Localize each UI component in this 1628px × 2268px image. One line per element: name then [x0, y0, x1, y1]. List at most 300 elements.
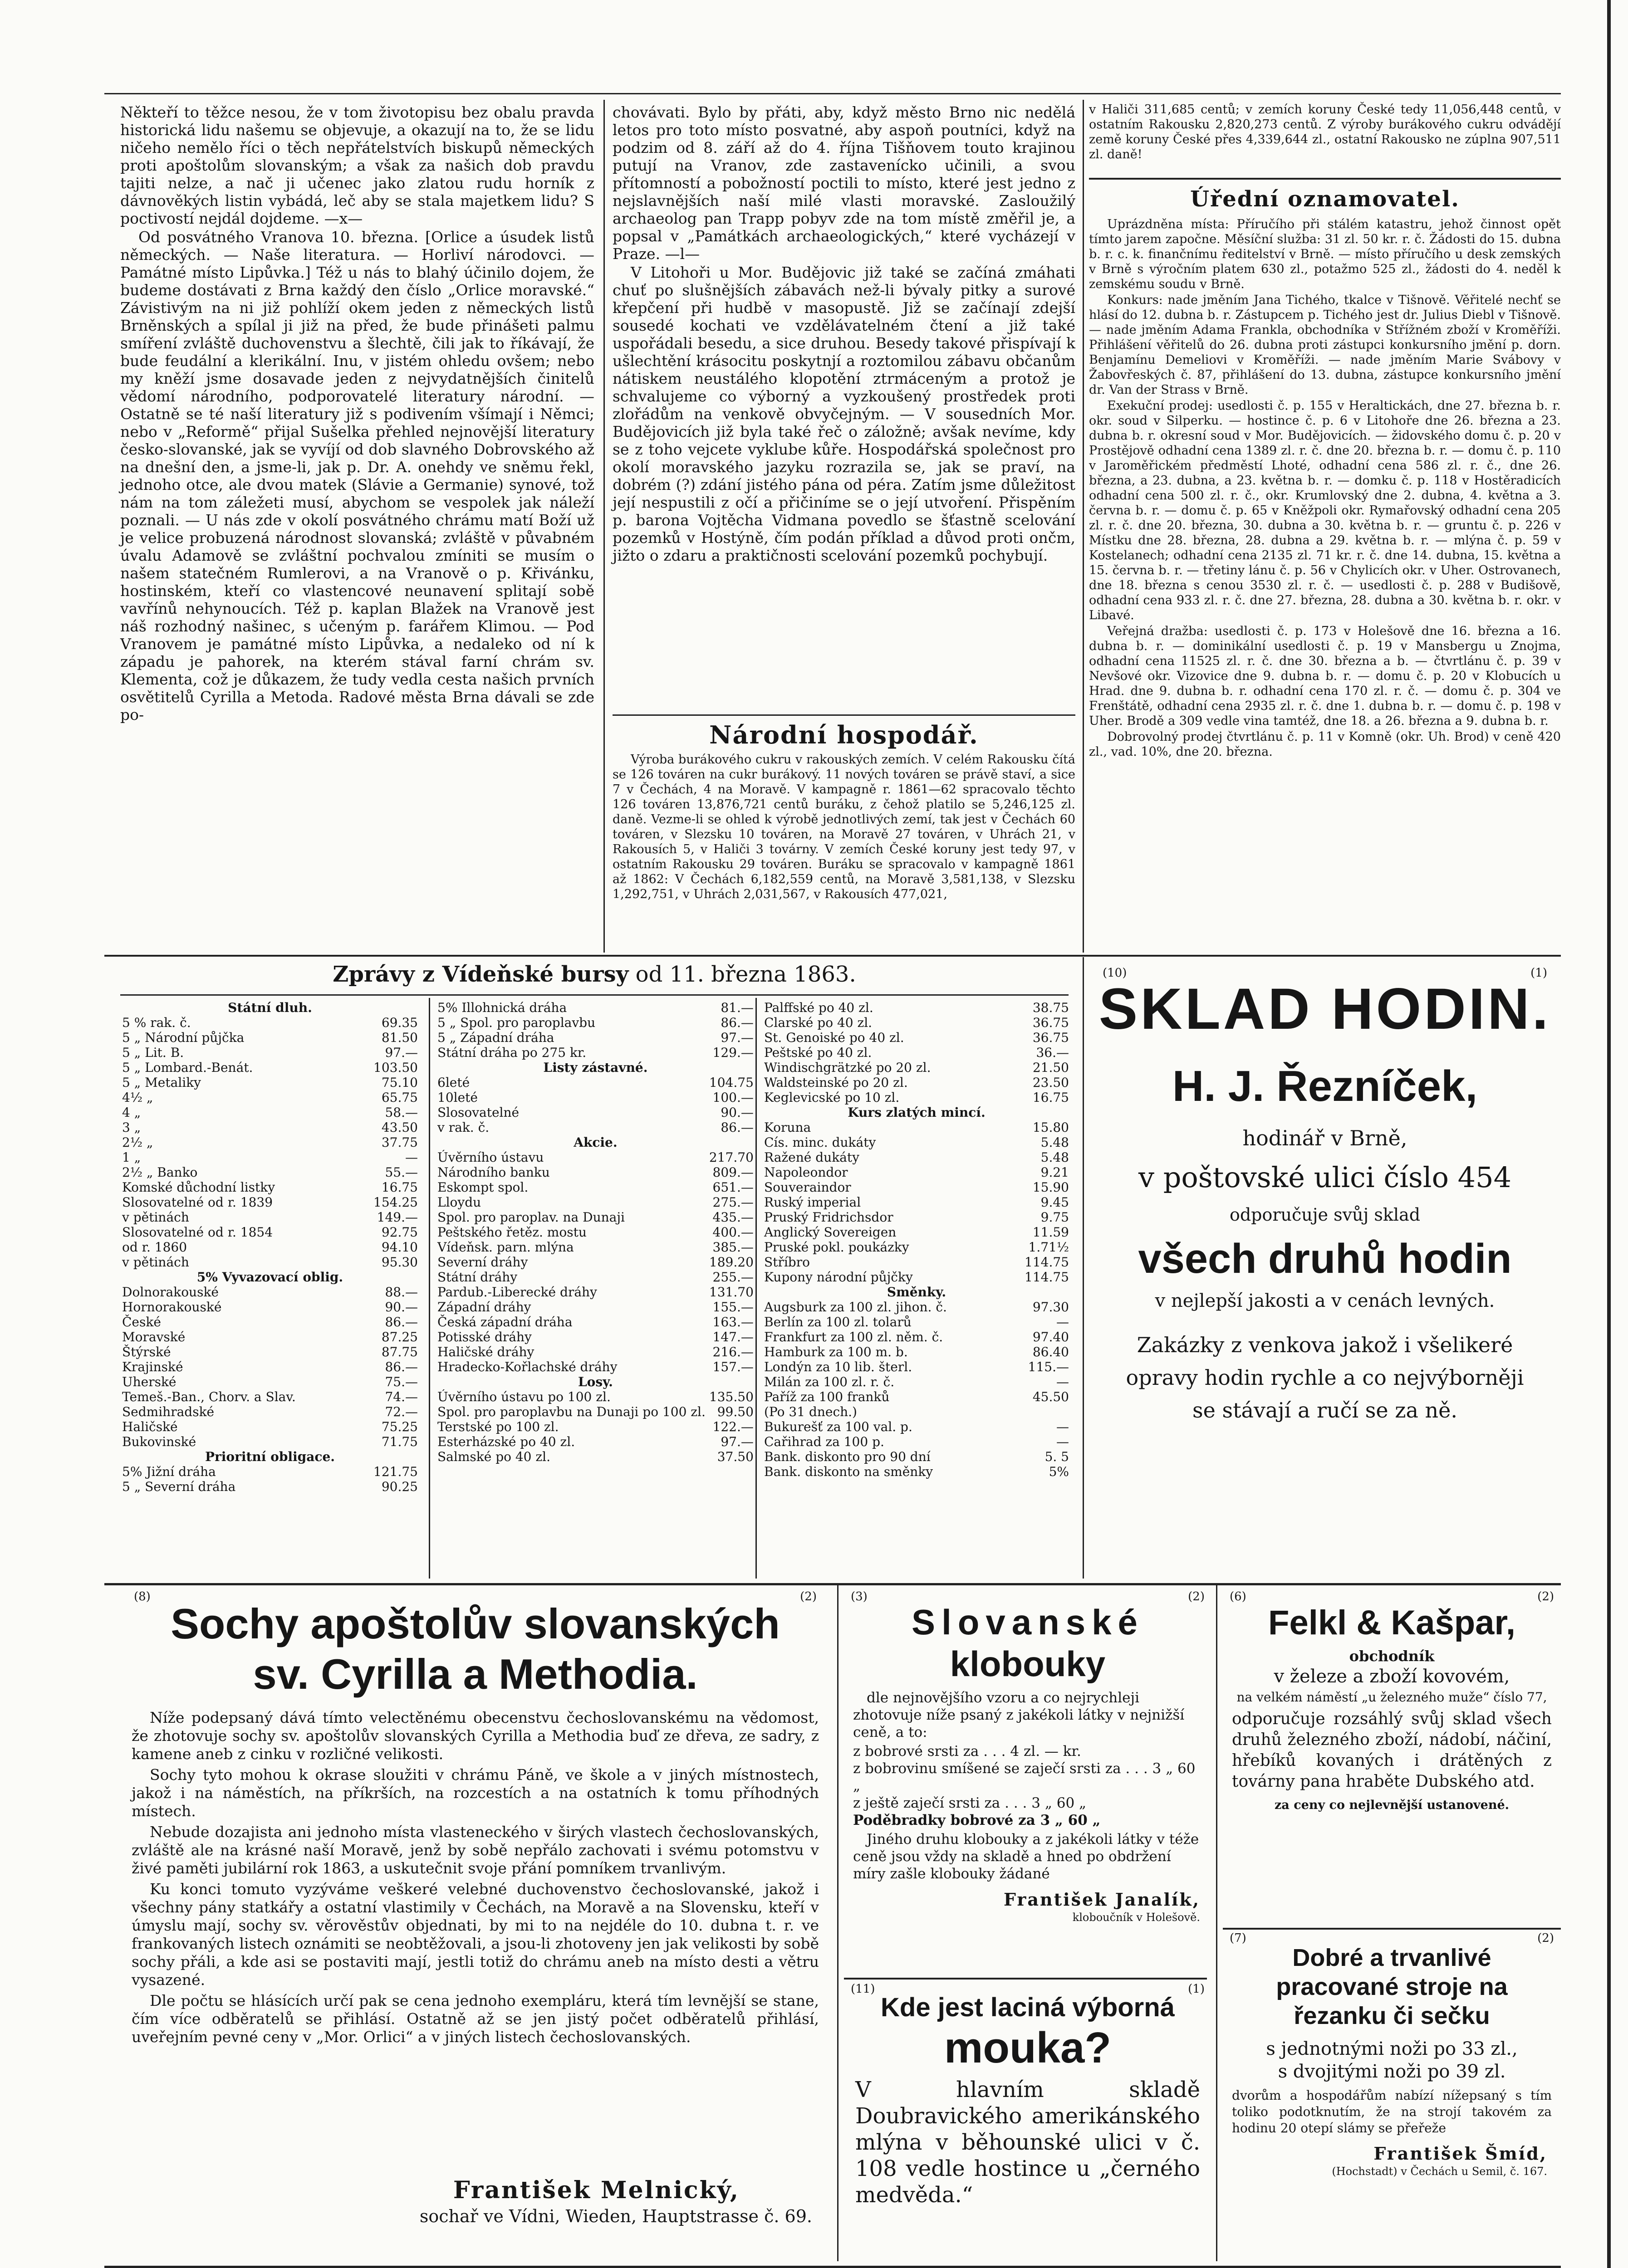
bursa-label: Uherské [122, 1374, 177, 1389]
bursa-row [762, 1090, 1071, 1105]
bursa-row [436, 1374, 755, 1389]
bursa-value: 135.50 [709, 1389, 754, 1404]
bursa-row [762, 1285, 1071, 1300]
ad-sochy-apostolu [120, 1590, 830, 2261]
bursa-label: 5 „ Národní půjčka [122, 1030, 245, 1045]
bursa-value: 385.— [712, 1240, 754, 1255]
ad-number: (6) [1230, 1590, 1246, 1603]
bursa-label: Hornorakouské [122, 1300, 222, 1315]
bursa-row [762, 1120, 1071, 1135]
bursa-section-heading: Prioritní obligace. [205, 1449, 335, 1464]
bursa-value: 104.75 [709, 1075, 754, 1090]
bursa-row [762, 1225, 1071, 1240]
ad-line: dvorům a hospodářům nabízí nížepsaný s tím toliko podotknutím, že na strojí takovém za hodinu 20 otepí slámy se přeřeže [1232, 2088, 1552, 2136]
bursa-label: Sedmihradské [122, 1404, 215, 1419]
notice-konkurs: Konkurs: nade jměním Jana Tichého, tkalce v Tišnově. Věřitelé nechť se hlásí do 12. dubna b. r. Zástupcem p. Tichého jest dr. Julius Diebl v Tišnově. — nade jměním Adama Frankla, obchodníka v Střížném zboží v Kroměříži. Přihlášení věřitelů do 26. dubna proti zástupci konkursního jmění p. dorn. Benjamínu Demeliovi v Kroměříži. — nade jměním Marie Svábovy v Žabovřeských č. 87, přihlášení do 13. dubna, zástupce konkursního jmění dr. Van der Strass v Brně. [1089, 293, 1561, 397]
bursa-value: 86.40 [1032, 1344, 1069, 1359]
bursa-value: 36.75 [1032, 1015, 1069, 1030]
ad-price-row: Poděbradky bobrové za 3 „ 60 „ [853, 1812, 1101, 1828]
bursa-value: — [405, 1150, 418, 1165]
bursa-row [120, 1225, 420, 1240]
bursa-label: Slosovatelné [437, 1105, 520, 1120]
bursa-label: Palffské po 40 zl. [764, 1000, 873, 1015]
bursa-value: 121.75 [373, 1464, 418, 1479]
bursa-row [436, 1300, 755, 1315]
ad-address: (Hochstadt) v Čechách u Semil, č. 167. [1332, 2165, 1547, 2178]
bursa-value: 90.— [721, 1105, 754, 1120]
ad-number: (1) [1188, 1982, 1205, 1996]
bursa-row [436, 1165, 755, 1180]
bursa-label: Úvěrního ústavu [437, 1150, 544, 1165]
bursa-row [120, 1240, 420, 1255]
bursa-value: 122.— [712, 1419, 754, 1434]
bursa-label: Clarské po 40 zl. [764, 1015, 873, 1030]
bursa-label: 5 „ Spol. pro paroplavbu [437, 1015, 596, 1030]
bursa-label: Státní dráhy [437, 1270, 518, 1285]
bursa-row [120, 1419, 420, 1434]
bursa-label: Paříž za 100 franků [764, 1389, 890, 1404]
bursa-row [120, 1210, 420, 1225]
bursa-row [436, 1389, 755, 1404]
bursa-label: Spol. pro paroplavbu na Dunaji po 100 zl. [437, 1404, 706, 1419]
bursa-row [762, 1075, 1071, 1090]
bursa-label: Spol. pro paroplav. na Dunaji [437, 1210, 625, 1225]
bursa-row [436, 1075, 755, 1090]
bursa-row [120, 1135, 420, 1150]
bursa-section-heading: Listy zástavné. [543, 1060, 648, 1075]
bursa-value: 86.— [721, 1120, 754, 1135]
bursa-row [762, 1180, 1071, 1195]
bursa-row [762, 1464, 1071, 1479]
bursa-label: 5% Illohnická dráha [437, 1000, 567, 1015]
ad-address: sochař ve Vídni, Wieden, Hauptstrasse č. 69. [419, 2206, 812, 2226]
bursa-label: Národního banku [437, 1165, 550, 1180]
bursa-row [436, 1434, 755, 1449]
bursa-value: 75.25 [381, 1419, 418, 1434]
bursa-label: Terstské po 100 zl. [437, 1419, 559, 1434]
bursa-value: 15.80 [1032, 1120, 1069, 1135]
bursa-value: 87.75 [381, 1344, 418, 1359]
bursa-value: 115.— [1028, 1359, 1069, 1374]
bursa-label: Cís. minc. dukáty [764, 1135, 876, 1150]
bursa-label: Severní dráhy [437, 1255, 528, 1270]
bursa-value: 97.— [721, 1030, 754, 1045]
bursa-table-2 [436, 1000, 754, 1576]
column-divider [1083, 957, 1084, 1579]
section-rule [1089, 178, 1561, 180]
bursa-label: 6leté [437, 1075, 470, 1090]
bursa-label: Haličské [122, 1419, 178, 1434]
bursa-row [120, 1434, 420, 1449]
bursa-row [120, 1285, 420, 1300]
bursa-row [762, 1330, 1071, 1344]
bursa-value: 255.— [712, 1270, 754, 1285]
ad-paragraph: Ku konci tomuto vyzýváme veškeré velebné duchovenstvo čechoslovanské, jakož i všechny pány statkářy a ostatní vlastimily v Čechách, na Moravě a na Slovensku, kteří v úmyslu mají, sochy sv. věrověstův objednati, by mi to na nejdéle do 10. dubna t. r. ve frankovaných listech oznámiti se neobtěžovali, a jsou-li zhotoveny jen jak velikosti by sobě sochy přáli, a kde asi se postaviti mají, jestli totiž do chrámu aneb na místo desti a větru vysazené. [132, 1880, 819, 1989]
article-column-2 [613, 103, 1075, 709]
bursa-row [120, 1270, 420, 1285]
bursa-label: 4½ „ [122, 1090, 153, 1105]
bursa-row [436, 1359, 755, 1374]
ad-line: všech druhů hodin [1138, 1236, 1512, 1282]
bursa-value: 11.59 [1032, 1225, 1069, 1240]
ad-title: sv. Cyrilla a Methodia. [253, 1650, 698, 1698]
bursa-value: 55.— [385, 1165, 418, 1180]
bursa-value: 95.30 [381, 1255, 418, 1270]
bursa-row [762, 1344, 1071, 1359]
ad-title: Slovanské [912, 1602, 1144, 1642]
ad-number: (8) [134, 1590, 151, 1603]
bursa-value: 45.50 [1032, 1389, 1069, 1404]
bursa-row [762, 1389, 1071, 1404]
ad-slovanske-klobouky [844, 1590, 1211, 1975]
bursa-rates-table [436, 1000, 755, 1464]
ad-line: v železe a zboží kovovém, [1274, 1666, 1510, 1687]
bursa-value: 147.— [712, 1330, 754, 1344]
bursa-title: Zprávy z Vídeňské bursy [333, 962, 629, 987]
bursa-row [120, 1404, 420, 1419]
bursa-date: od 11. března 1863. [635, 962, 856, 987]
bursa-value: 86.— [385, 1315, 418, 1330]
bursa-value: 21.50 [1032, 1060, 1069, 1075]
section-rule [104, 955, 1561, 957]
section-rule [104, 2266, 1561, 2268]
ad-mouka [844, 1982, 1211, 2261]
bursa-value: 86.— [385, 1359, 418, 1374]
bursa-row [120, 1479, 420, 1494]
ad-number: (2) [1537, 1931, 1554, 1945]
bursa-row [120, 1000, 420, 1015]
ad-felkl-kaspar [1223, 1590, 1561, 1923]
ad-line: obchodník [1349, 1647, 1435, 1665]
notice-vacancies: Uprázdněna místa: Příručího při stálém katastru, jehož činnost opět tímto jarem započne. Měsíční služba: 31 zl. 50 kr. r. č. Žádosti do 15. dubna b. r. c. k. finančnímu ředitelství v Brně. — místo příručího u desk zemských v Brně s výročním platem 630 zl., potažmo 525 zl., žádosti do 4. neděl k zemskému soudu v Brně. [1089, 217, 1561, 291]
bursa-value: 9.45 [1040, 1195, 1069, 1210]
bursa-label: Anglický Sovereigen [764, 1225, 897, 1240]
bursa-value: 216.— [712, 1344, 754, 1359]
bursa-label: Hamburk za 100 m. b. [764, 1344, 908, 1359]
bursa-value: 435.— [712, 1210, 754, 1225]
bursa-value: 5% [1049, 1464, 1069, 1479]
bursa-label: Pardub.-Liberecké dráhy [437, 1285, 597, 1300]
ad-firm: H. J. Řezníček, [1172, 1062, 1478, 1110]
ad-line: za ceny co nejlevnější ustanovené. [1274, 1798, 1510, 1812]
article-narodni-hospodar [613, 752, 1075, 947]
bursa-row [120, 1060, 420, 1075]
ad-title: SKLAD HODIN. [1098, 977, 1551, 1041]
bursa-value: 131.70 [709, 1285, 754, 1300]
bursa-section-heading: 5% Vyvazovací oblig. [196, 1270, 343, 1285]
bursa-label: Stříbro [764, 1255, 810, 1270]
bursa-label: Bukovinské [122, 1434, 196, 1449]
bursa-row [436, 1210, 755, 1225]
bursa-label: 3 „ [122, 1120, 141, 1135]
bursa-row [762, 1315, 1071, 1330]
bursa-heading [120, 961, 1069, 988]
bursa-label: Souveraindor [764, 1180, 851, 1195]
bursa-row [436, 1344, 755, 1359]
bursa-value: 157.— [712, 1359, 754, 1374]
bursa-label: Salmské po 40 zl. [437, 1449, 551, 1464]
bursa-label: Napoleondor [764, 1165, 848, 1180]
bursa-label: Pruský Fridrichsdor [764, 1210, 893, 1225]
ad-line: v nejlepší jakosti a v cenách levných. [1155, 1290, 1495, 1311]
bursa-value: 92.75 [381, 1225, 418, 1240]
bursa-row [436, 1449, 755, 1464]
column-divider [603, 100, 605, 953]
bursa-label: Ražené dukáty [764, 1150, 859, 1165]
bursa-table-3 [762, 1000, 1071, 1576]
ad-paragraph: Sochy tyto mohou k okrase sloužiti v chrámu Páně, ve škole a v jiných místnostech, jakož i na náměstích, na příkrších, na rozcestích a na ostatních k tomu příhodných místech. [132, 1766, 819, 1820]
bursa-row [436, 1225, 755, 1240]
ad-price-row: z bobrovinu smíšené se zaječí srsti za . . . 3 „ 60 „ [853, 1760, 1196, 1794]
official-notices [1089, 217, 1561, 947]
bursa-row [436, 1419, 755, 1434]
bursa-label: Ruský imperial [764, 1195, 861, 1210]
ad-rezanka [1223, 1931, 1561, 2261]
bursa-row [762, 1060, 1071, 1075]
bursa-rates-table [120, 1000, 420, 1494]
bursa-value: 5.48 [1040, 1150, 1069, 1165]
bursa-label: St. Genoiské po 40 zl. [764, 1030, 904, 1045]
bursa-value: 16.75 [1032, 1090, 1069, 1105]
ad-line: v poštovské ulici číslo 454 [1138, 1161, 1512, 1194]
bursa-row [120, 1374, 420, 1389]
ad-price-row: z ještě zaječí srsti za . . . 3 „ 60 „ [853, 1795, 1087, 1811]
ad-line: na velkém náměstí „u železného muže“ číslo 77, [1236, 1690, 1547, 1705]
bursa-value: 129.— [712, 1045, 754, 1060]
bursa-label: 5 „ Západní dráha [437, 1030, 554, 1045]
article-column-1 [120, 103, 594, 947]
bursa-value: 149.— [377, 1210, 418, 1225]
bursa-value: 86.— [721, 1015, 754, 1030]
ad-paragraph: Níže podepsaný dává tímto velectěnému obecenstvu čechoslovanskému na vědomost, že zhotovuje sochy sv. apoštolův slovanských Cyrilla a Methodia buď ze dřeva, ze sadry, z kamene aneb z cinku v rozličné velikosti. [132, 1709, 819, 1763]
ad-number: (1) [1530, 966, 1547, 980]
bursa-table-1 [120, 1000, 420, 1576]
bursa-value: 81.50 [381, 1030, 418, 1045]
bursa-label: 5 „ Lit. B. [122, 1045, 184, 1060]
bursa-row [436, 1135, 755, 1150]
bursa-label: Esterházské po 40 zl. [437, 1434, 575, 1449]
bursa-label: Augsburk za 100 zl. jihon. č. [764, 1300, 947, 1315]
article-paragraph: chovávati. Bylo by přáti, aby, když město Brno nic nedělá letos pro toto místo posvatné, aby aspoň poutníci, když na podzim od 8. září až do 4. října Tišňovem touto krajinou putují na Vranov, zde zastavenícko učinili, a svou přítomností a pobožností poctili to místo, které jest jedno z nejslavnějších naší milé vlasti moravské. Zasloužilý archaeolog pan Trapp pobyv zde na tom místě změřil je, a popsal v „Památkách archaeologických,“ které vycházejí v Praze. —l— [613, 103, 1075, 263]
bursa-row [762, 1419, 1071, 1434]
bursa-value: 65.75 [381, 1090, 418, 1105]
bursa-row [120, 1300, 420, 1315]
bursa-row [762, 1374, 1071, 1389]
bursa-row [436, 1195, 755, 1210]
ad-address: kloboučník v Holešově. [1072, 1911, 1200, 1924]
bursa-label: Peštského řetěz. mostu [437, 1225, 587, 1240]
ad-title: klobouky [950, 1644, 1106, 1684]
bursa-value: 100.— [712, 1090, 754, 1105]
bursa-row [762, 1000, 1071, 1015]
bursa-label: Keglevicské po 10 zl. [764, 1090, 900, 1105]
bursa-value: 97.— [385, 1045, 418, 1060]
ad-paragraph: Nebude dozajista ani jednoho místa vlasteneckého v širých vlastech čechoslovanských, zvláště ale na krásné naší Moravě, jenž by sobě nepřálo zachovati i svému potomstvu v živé paměti jubilární rok 1863, a uskutečnit svoje přání pomníkem trvanlivým. [132, 1823, 819, 1877]
column-divider [1083, 100, 1084, 953]
ad-paragraph: Dle počtu se hlásících určí pak se cena jednoho exempláru, která tím levnější se stane, čím více odběratelů se přihlásí. Ostatně až se jen jistý počet odběratelů přihlásí, uveřejním pevné ceny v „Mor. Orlici“ a v jiných listech čechoslovanských. [132, 1992, 819, 2046]
bursa-label: Potisské dráhy [437, 1330, 532, 1344]
bursa-row [120, 1449, 420, 1464]
bursa-label: Státní dráha po 275 kr. [437, 1045, 587, 1060]
bursa-row [436, 1285, 755, 1300]
bursa-row [762, 1449, 1071, 1464]
bursa-row [762, 1030, 1071, 1045]
ad-title: Felkl & Kašpar, [1268, 1603, 1515, 1642]
bursa-value: 154.25 [373, 1195, 418, 1210]
bursa-label: Peštské po 40 zl. [764, 1045, 872, 1060]
bursa-value: 114.75 [1025, 1270, 1069, 1285]
bursa-value: 114.75 [1025, 1255, 1069, 1270]
bursa-value: 400.— [712, 1225, 754, 1240]
column-divider [755, 998, 757, 1579]
ad-line: odporučuje svůj sklad [1229, 1205, 1421, 1225]
bursa-row [120, 1015, 420, 1030]
column-divider [1216, 1585, 1217, 2261]
bursa-section-heading: Státní dluh. [228, 1000, 312, 1015]
bursa-value: 103.50 [373, 1060, 418, 1075]
ad-text: V hlavním skladě Doubravického amerikánského mlýna v běhounské ulici v č. 108 vedle hostince u „černého medvěda.“ [855, 2077, 1200, 2208]
bursa-value: — [1056, 1374, 1069, 1389]
bursa-row [436, 1000, 755, 1015]
bursa-row [120, 1255, 420, 1270]
bursa-row [762, 1270, 1071, 1285]
section-rule [104, 1583, 1561, 1585]
bursa-value: 9.21 [1040, 1165, 1069, 1180]
bursa-row [120, 1045, 420, 1060]
bursa-label: Londýn za 10 lib. šterl. [764, 1359, 912, 1374]
bursa-section-heading: Směnky. [887, 1285, 946, 1300]
bursa-section-heading: Akcie. [574, 1135, 618, 1150]
bursa-row [436, 1270, 755, 1285]
bursa-label: České [122, 1315, 161, 1330]
bursa-label: 5% Jižní dráha [122, 1464, 216, 1479]
bursa-row [436, 1030, 755, 1045]
top-rule [104, 93, 1561, 94]
bursa-row [436, 1045, 755, 1060]
bursa-value: 36.— [1036, 1045, 1069, 1060]
bursa-row [436, 1120, 755, 1135]
bursa-row [762, 1300, 1071, 1315]
bursa-row [120, 1150, 420, 1165]
bursa-row [762, 1255, 1071, 1270]
bursa-label: Windischgrätzké po 20 zl. [764, 1060, 931, 1075]
bursa-value: 163.— [712, 1315, 754, 1330]
bursa-label: Haličské dráhy [437, 1344, 534, 1359]
ad-price-row: z bobrové srsti za . . . 4 zl. — kr. [853, 1743, 1081, 1760]
bursa-row [762, 1240, 1071, 1255]
bursa-row [436, 1404, 755, 1419]
bursa-label: Berlín za 100 zl. tolarů [764, 1315, 912, 1330]
bursa-row [436, 1315, 755, 1330]
ad-number: (3) [851, 1590, 868, 1603]
bursa-row [120, 1464, 420, 1479]
bursa-label: Moravské [122, 1330, 186, 1344]
bursa-row [762, 1135, 1071, 1150]
ad-paragraph: dle nejnovějšího vzoru a co nejrychleji zhotovuje níže psaný z jakékoli látky v nejnižší ceně, a to: [853, 1690, 1185, 1740]
bursa-label: Eskompt spol. [437, 1180, 529, 1195]
section-rule [844, 1978, 1207, 1980]
bursa-row [120, 1165, 420, 1180]
bursa-label: 1 „ [122, 1150, 141, 1165]
ad-body [844, 1685, 1211, 1882]
right-edge-rule [1607, 0, 1611, 2268]
bursa-row [436, 1015, 755, 1030]
bursa-label: od r. 1860 [122, 1240, 187, 1255]
ad-signature: František Janalík, [1004, 1889, 1200, 1910]
bursa-value: 88.— [385, 1285, 418, 1300]
bursa-value: 651.— [712, 1180, 754, 1195]
bursa-value: 81.— [721, 1000, 754, 1015]
bursa-value: 37.50 [717, 1449, 754, 1464]
bursa-row [436, 1105, 755, 1120]
ad-line: hodinář v Brně, [1242, 1126, 1407, 1150]
bursa-value: 87.25 [381, 1330, 418, 1344]
bursa-label: Úvěrního ústavu po 100 zl. [437, 1389, 611, 1404]
bursa-label: Česká západní dráha [437, 1315, 573, 1330]
article-column-3-top [1089, 102, 1561, 163]
bursa-row [762, 1165, 1071, 1180]
ad-line: Zakázky z venkova jakož i všelikeré opravy hodin rychle a co nejvýborněji se stávají a ručí se za ně. [1126, 1333, 1524, 1422]
bursa-row [120, 1389, 420, 1404]
bursa-value: 5.48 [1040, 1135, 1069, 1150]
bursa-row [120, 1195, 420, 1210]
bursa-row [120, 1180, 420, 1195]
bursa-label: Dolnorakouské [122, 1285, 219, 1300]
bursa-value: 72.— [385, 1404, 418, 1419]
ad-title: Sochy apoštolův slovanských [171, 1600, 780, 1647]
bursa-value: 275.— [712, 1195, 754, 1210]
bursa-row [120, 1090, 420, 1105]
bursa-row [120, 1105, 420, 1120]
bursa-row [436, 1330, 755, 1344]
bursa-row [762, 1105, 1071, 1120]
bursa-row [120, 1120, 420, 1135]
bursa-label: Lloydu [437, 1195, 481, 1210]
section-rule [613, 714, 1075, 716]
bursa-value: 74.— [385, 1389, 418, 1404]
bursa-value: 75.— [385, 1374, 418, 1389]
bursa-row [436, 1150, 755, 1165]
bursa-value: 94.10 [381, 1240, 418, 1255]
ad-line: s jednotnými noži po 33 zl., [1266, 2038, 1518, 2059]
bursa-row [762, 1404, 1071, 1419]
ad-body [120, 1709, 830, 2167]
bursa-label: v rak. č. [437, 1120, 490, 1135]
bursa-row [762, 1150, 1071, 1165]
bursa-row [762, 1359, 1071, 1374]
ad-title: mouka? [944, 2024, 1112, 2072]
ad-number: (2) [1537, 1590, 1554, 1603]
bursa-label: Temeš.-Ban., Chorv. a Slav. [122, 1389, 296, 1404]
bursa-row [436, 1060, 755, 1075]
bursa-value: 99.50 [717, 1404, 754, 1419]
bursa-label: 4 „ [122, 1105, 141, 1120]
notice-verejna-drazba: Veřejná dražba: usedlosti č. p. 173 v Holešově dne 16. března a 16. dubna b. r. — dominikální usedlosti č. p. 19 v Mansbergu u Znojma, odhadní cena 11525 zl. r. č. dne 30. března a b. — čtvrtlánu č. p. 39 v Nevšové okr. Vizovice dne 9. dubna b. r. — domu č. p. 20 v Klobucích u Hrad. dne 9. dubna b. r. odhadní cena 170 zl. r. č. — domu č. p. 304 ve Frenštátě, odhadní cena 2935 zl. r. č. dne 1. dubna b. r. — domu č. p. 198 v Uher. Brodě a 309 vedle vina tamtéž, dne 18. a 26. března a 9. dubna b. r. [1089, 624, 1561, 728]
bursa-value: 97.30 [1032, 1300, 1069, 1315]
bursa-value: 16.75 [381, 1180, 418, 1195]
bursa-row [762, 1045, 1071, 1060]
bursa-label: Štýrské [122, 1344, 171, 1359]
ad-number: (7) [1230, 1931, 1246, 1945]
bursa-value: 217.70 [709, 1150, 754, 1165]
bursa-row [436, 1180, 755, 1195]
bursa-value: 58.— [385, 1105, 418, 1120]
article-paragraph: Někteří to těžce nesou, že v tom životopisu bez obalu pravda historická lidu našemu se objevuje, a okazují na to, že se lidu ničeho nemělo říci o těch nepřátelstvích biskupů německých proti apoštolům slovanským; a však za našich dob pravdu tajiti nelze, a nač ji učenec jako zlatou rudu horník z dávnověkých listin vybádá, leč aby se stala majetkem lidu? S poctivostí nejdál dojdeme. —x— [120, 103, 594, 227]
bursa-label: 2½ „ [122, 1135, 153, 1150]
bursa-label: v pětinách [122, 1255, 189, 1270]
article-paragraph: v Haliči 311,685 centů; v zemích koruny České tedy 11,056,448 centů, v ostatním Rakousku 2,820,273 centů. Z výroby burákového cukru odvádějí země koruny České přes 4,339,644 zl., ostatní Rakousko ne zúplna 907,511 zl. daně! [1089, 103, 1561, 161]
bursa-section-heading: Losy. [578, 1374, 613, 1389]
